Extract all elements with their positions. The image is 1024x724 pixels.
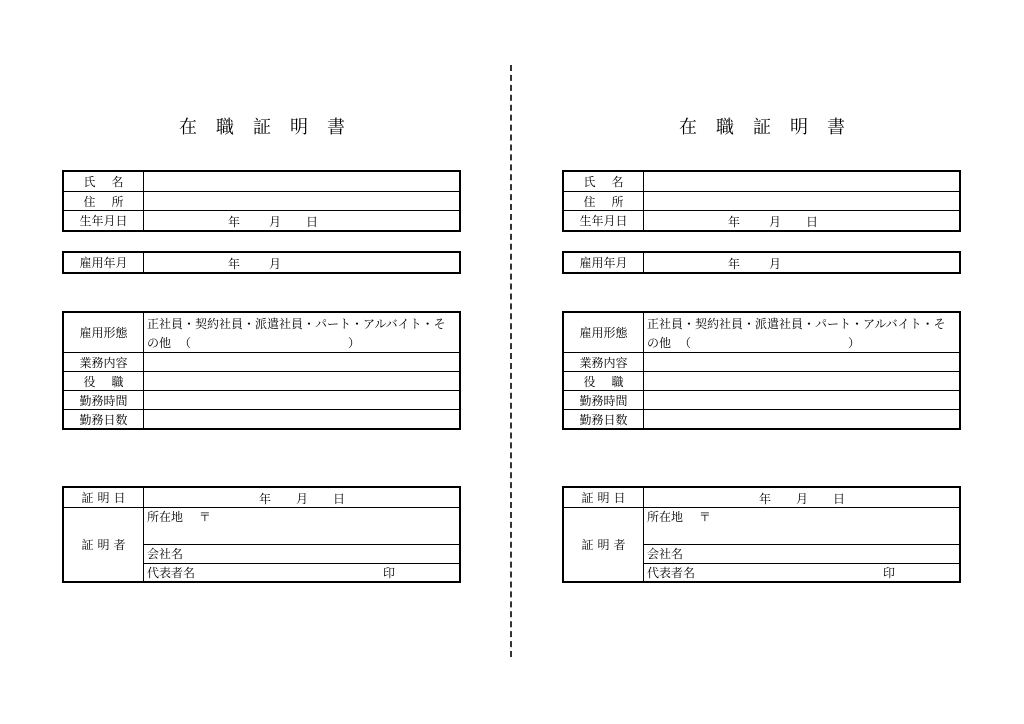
address-label: 住所 — [64, 192, 144, 210]
form-title: 在職証明書 — [679, 117, 864, 138]
certification-date-label: 証明日 — [64, 488, 144, 507]
work-days-label: 勤務日数 — [64, 410, 144, 428]
hire-date-table — [62, 251, 461, 274]
certificate-form-right — [562, 0, 962, 724]
hire-date-field[interactable] — [644, 253, 959, 272]
position-field[interactable] — [144, 372, 459, 390]
personal-info-table — [562, 170, 961, 232]
employment-type-options-line1: 正社員・契約社員・派遣社員・パート・アルバイト・そ — [147, 317, 446, 331]
work-days-label: 勤務日数 — [564, 410, 644, 428]
birthdate-year: 年 — [228, 215, 241, 229]
work-hours-label: 勤務時間 — [64, 391, 144, 409]
employment-type-field[interactable] — [144, 313, 459, 352]
certificate-form-left — [62, 0, 462, 724]
birthdate-label: 生年月日 — [564, 211, 644, 230]
location-field[interactable] — [144, 508, 459, 544]
duties-field[interactable] — [644, 353, 959, 371]
work-hours-field[interactable] — [144, 391, 459, 409]
name-label: 氏名 — [64, 172, 144, 191]
hire-date-table — [562, 251, 961, 274]
address-label: 住所 — [564, 192, 644, 210]
location-field[interactable] — [644, 508, 959, 544]
hire-month: 月 — [269, 257, 282, 271]
employment-type-field[interactable] — [644, 313, 959, 352]
address-field[interactable] — [644, 192, 959, 210]
birthdate-field[interactable] — [144, 211, 459, 230]
certifier-label: 証明者 — [564, 508, 644, 581]
employment-type-options-line1: 正社員・契約社員・派遣社員・パート・アルバイト・そ — [647, 317, 946, 331]
duties-label: 業務内容 — [564, 353, 644, 371]
work-hours-label: 勤務時間 — [564, 391, 644, 409]
form-title: 在職証明書 — [179, 117, 364, 138]
company-field[interactable] — [144, 544, 459, 563]
certification-month: 月 — [296, 492, 309, 506]
birthdate-day: 日 — [306, 215, 319, 229]
cut-line-divider — [510, 65, 512, 657]
employment-type-label: 雇用形態 — [64, 313, 144, 352]
birthdate-year: 年 — [728, 215, 741, 229]
birthdate-label: 生年月日 — [64, 211, 144, 230]
representative-label: 代表者名 — [647, 566, 696, 580]
certification-year: 年 — [259, 492, 272, 506]
work-days-field[interactable] — [144, 410, 459, 428]
name-field[interactable] — [644, 172, 959, 191]
certification-day: 日 — [833, 492, 846, 506]
employment-type-label: 雇用形態 — [564, 313, 644, 352]
certification-month: 月 — [796, 492, 809, 506]
seal-mark: 印 — [883, 566, 896, 580]
birthdate-month: 月 — [269, 215, 282, 229]
birthdate-field[interactable] — [644, 211, 959, 230]
hire-year: 年 — [728, 257, 741, 271]
hire-date-label: 雇用年月 — [564, 253, 644, 272]
position-label: 役職 — [64, 372, 144, 390]
paren-close: ） — [347, 336, 360, 350]
birthdate-day: 日 — [806, 215, 819, 229]
representative-field[interactable] — [644, 563, 959, 582]
representative-field[interactable] — [144, 563, 459, 582]
work-hours-field[interactable] — [644, 391, 959, 409]
hire-date-label: 雇用年月 — [64, 253, 144, 272]
employment-type-options-line2: の他 — [147, 336, 172, 350]
certification-day: 日 — [333, 492, 346, 506]
birthdate-month: 月 — [769, 215, 782, 229]
duties-label: 業務内容 — [64, 353, 144, 371]
hire-date-field[interactable] — [144, 253, 459, 272]
company-label: 会社名 — [647, 547, 684, 561]
paren-close: ） — [847, 336, 860, 350]
hire-year: 年 — [228, 257, 241, 271]
certification-year: 年 — [759, 492, 772, 506]
seal-mark: 印 — [383, 566, 396, 580]
certification-table — [62, 486, 461, 583]
paren-open: （ — [679, 336, 692, 350]
employment-type-options-line2: の他 — [647, 336, 672, 350]
personal-info-table — [62, 170, 461, 232]
certification-date-field[interactable] — [644, 488, 959, 507]
paren-open: （ — [179, 336, 192, 350]
position-field[interactable] — [644, 372, 959, 390]
certification-table — [562, 486, 961, 583]
postal-mark: 〒 — [698, 510, 711, 524]
company-label: 会社名 — [147, 547, 184, 561]
hire-month: 月 — [769, 257, 782, 271]
location-label: 所在地 — [647, 510, 684, 524]
name-field[interactable] — [144, 172, 459, 191]
duties-field[interactable] — [144, 353, 459, 371]
postal-mark: 〒 — [198, 510, 211, 524]
name-label: 氏名 — [564, 172, 644, 191]
certification-date-label: 証明日 — [564, 488, 644, 507]
certifier-label: 証明者 — [64, 508, 144, 581]
position-label: 役職 — [564, 372, 644, 390]
employment-table — [62, 311, 461, 430]
location-label: 所在地 — [147, 510, 184, 524]
employment-table — [562, 311, 961, 430]
address-field[interactable] — [144, 192, 459, 210]
representative-label: 代表者名 — [147, 566, 196, 580]
certification-date-field[interactable] — [144, 488, 459, 507]
company-field[interactable] — [644, 544, 959, 563]
work-days-field[interactable] — [644, 410, 959, 428]
